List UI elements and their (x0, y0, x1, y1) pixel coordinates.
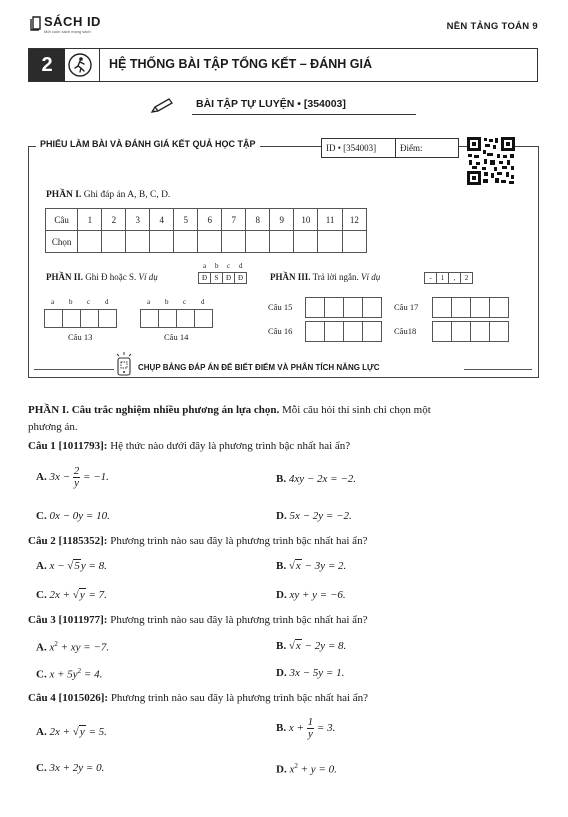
q4-option-d[interactable]: D. $x^2 + y = 0$. (276, 762, 337, 776)
q15-label: Câu 15 (268, 302, 293, 312)
q13-answer-boxes[interactable] (44, 309, 117, 328)
answer-sheet-title: PHIẾU LÀM BÀI VÀ ĐÁNH GIÁ KẾT QUẢ HỌC TẬP (36, 139, 260, 149)
grid-q: 10 (294, 209, 318, 231)
series-title: NỀN TẢNG TOÁN 9 (446, 21, 538, 32)
section-title: HỆ THỐNG BÀI TẬP TỔNG KẾT – ĐÁNH GIÁ (109, 57, 372, 71)
answer-cell[interactable] (270, 231, 294, 253)
answer-cell[interactable] (318, 231, 342, 253)
camera-instruction: CHỤP BẢNG ĐÁP ÁN ĐỂ BIẾT ĐIỂM VÀ PHÂN TÍCH NĂNG LỰC (138, 363, 380, 372)
q17-label: Câu 17 (394, 302, 419, 312)
q14-answer-boxes[interactable] (140, 309, 213, 328)
q17-answer-boxes[interactable] (432, 297, 509, 318)
q1-option-c[interactable]: C. 0x − 0y = 10. (36, 510, 110, 522)
sheet-id: ID • [354003] (326, 143, 377, 153)
question-3: Câu 3 [1011977]: Phương trình nào sau đây là phương trình bậc nhất hai ẩn? (28, 614, 368, 626)
q16-answer-boxes[interactable] (305, 321, 382, 342)
grid-q: 5 (174, 209, 198, 231)
grid-q: 1 (78, 209, 102, 231)
grid-row-label: Câu (46, 209, 78, 231)
q4-option-a[interactable]: A. 2x + √y = 5. (36, 726, 107, 738)
q3-option-b[interactable]: B. √x − 2y = 8. (276, 640, 347, 652)
answer-cell[interactable] (246, 231, 270, 253)
answer-cell[interactable] (126, 231, 150, 253)
grid-q: 2 (102, 209, 126, 231)
q2-option-d[interactable]: D. xy + y = −6. (276, 589, 346, 601)
grid-q: 9 (270, 209, 294, 231)
question-2: Câu 2 [1185352]: Phương trình nào sau đây là phương trình bậc nhất hai ẩn? (28, 535, 368, 547)
answer-cell[interactable] (102, 231, 126, 253)
pencil-icon (150, 97, 176, 115)
grid-q: 8 (246, 209, 270, 231)
q2-option-a[interactable]: A. x − √5y = 8. (36, 560, 107, 572)
q1-option-d[interactable]: D. 5x − 2y = −2. (276, 510, 352, 522)
part1-answer-grid (45, 208, 367, 253)
grid-q: 12 (342, 209, 366, 231)
logo-tagline: Một cuốn sách mạng sách (44, 29, 91, 34)
grid-row-label: Chọn (46, 231, 78, 253)
q18-label: Câu18 (394, 326, 417, 336)
q3-option-c[interactable]: C. $x + 5y^2 = 4$. (36, 667, 103, 681)
sheet-part3-label: PHẦN III. Trả lời ngắn. Ví dụ (270, 272, 381, 282)
q2-option-c[interactable]: C. 2x + √y = 7. (36, 589, 107, 601)
q3-option-d[interactable]: D. 3x − 5y = 1. (276, 667, 345, 679)
id-score-box (321, 138, 459, 158)
q18-answer-boxes[interactable] (432, 321, 509, 342)
q1-option-b[interactable]: B. 4xy − 2x = −2. (276, 473, 357, 485)
qr-code-icon[interactable] (467, 137, 515, 185)
answer-cell[interactable] (198, 231, 222, 253)
answer-sheet (28, 146, 539, 378)
answer-cell[interactable] (78, 231, 102, 253)
answer-cell[interactable] (222, 231, 246, 253)
grid-q: 6 (198, 209, 222, 231)
grid-q: 4 (150, 209, 174, 231)
q14-label: Câu 14 (164, 332, 189, 342)
grid-q: 11 (318, 209, 342, 231)
question-1: Câu 1 [1011793]: Hệ thức nào dưới đây là phương trình bậc nhất hai ẩn? (28, 440, 351, 452)
score-label: Điểm: (400, 143, 423, 153)
grid-q: 7 (222, 209, 246, 231)
q16-label: Câu 16 (268, 326, 293, 336)
sheet-part2-label: PHẦN II. Ghi Đ hoặc S. Ví dụ (46, 272, 158, 282)
section-banner (28, 48, 538, 82)
logo-text: SÁCH ID (44, 14, 101, 29)
grid-q: 3 (126, 209, 150, 231)
part3-example-boxes: - 1 , 2 (424, 272, 473, 284)
q2-option-b[interactable]: B. √x − 3y = 2. (276, 560, 347, 572)
section-number: 2 (29, 49, 65, 81)
part1-heading: PHẦN I. Câu trắc nghiệm nhiều phương án lựa chọn. Mỗi câu hỏi thí sinh chỉ chọn một phương án. (28, 404, 431, 433)
phone-camera-icon (114, 352, 134, 376)
exercise-title-text: BÀI TẬP TỰ LUYỆN • [354003] (196, 98, 346, 110)
answer-cell[interactable] (150, 231, 174, 253)
q13-label: Câu 13 (68, 332, 93, 342)
sheet-part1-label: PHẦN I. Ghi đáp án A, B, C, D. (46, 190, 171, 200)
q4-option-c[interactable]: C. 3x + 2y = 0. (36, 762, 105, 774)
q1-option-a[interactable]: A. 3x − $\frac{2}{y}$ = −1. (36, 465, 109, 489)
runner-icon (67, 52, 93, 78)
part2-example-boxes: Đ S Đ Đ (198, 272, 247, 284)
answer-cell[interactable] (294, 231, 318, 253)
book-logo-icon (30, 15, 44, 31)
q3-option-a[interactable]: A. $x^2$ + xy = −7. (36, 640, 110, 654)
q15-answer-boxes[interactable] (305, 297, 382, 318)
exercise-title (150, 95, 420, 117)
q4-option-b[interactable]: B. x + $\frac{1}{y}$ = 3. (276, 716, 336, 740)
question-4: Câu 4 [1015026]: Phương trình nào sau đây là phương trình bậc nhất hai ẩn? (28, 692, 369, 704)
answer-cell[interactable] (342, 231, 366, 253)
logo (30, 14, 101, 34)
answer-cell[interactable] (174, 231, 198, 253)
